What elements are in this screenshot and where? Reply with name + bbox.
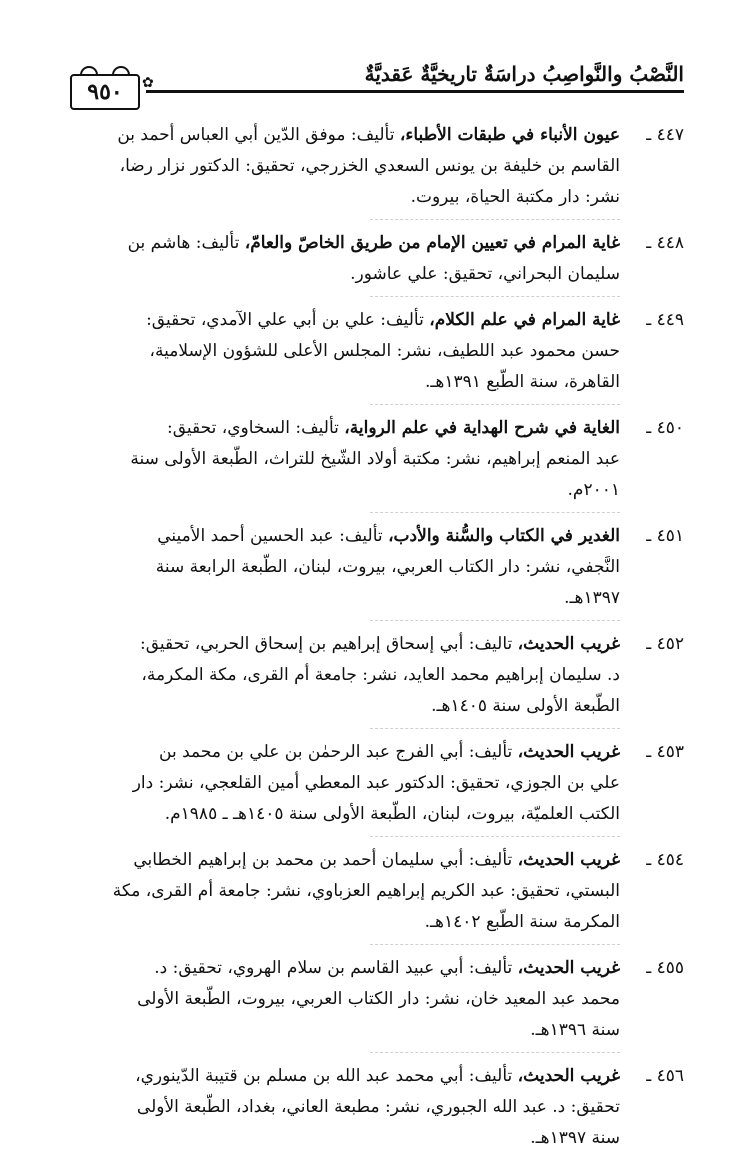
- entry-title: غريب الحديث،: [517, 1066, 620, 1086]
- header-rule: [146, 90, 684, 93]
- entry-number: ٤٥٣ ـ: [646, 742, 684, 762]
- entry-divider: [370, 512, 620, 513]
- entry-divider: [370, 296, 620, 297]
- entry-line: [70, 521, 620, 552]
- entry-line: حسن محمود عبد اللطيف، نشر: المجلس الأعلى للشؤون الإسلامية،: [149, 341, 620, 361]
- bibliography-list: [70, 120, 684, 1154]
- entry-line: [70, 629, 620, 660]
- entry-line: سليمان البحراني، تحقيق: علي عاشور.: [350, 264, 620, 284]
- entry-line: ١٣٩٧هـ.: [564, 588, 620, 608]
- entry-text: تأليف: هاشم بن: [127, 233, 240, 253]
- entry-line: القاهرة، سنة الطّبع ١٣٩١هـ.: [424, 372, 620, 392]
- entry-number: ٤٥١ ـ: [646, 526, 684, 546]
- bibliography-entry-456: [70, 1061, 684, 1154]
- bibliography-entry-452: [70, 629, 684, 722]
- entry-line: المكرمة سنة الطّبع ١٤٠٢هـ.: [424, 912, 620, 932]
- entry-text: تأليف: أبي محمد عبد الله بن مسلم بن قتيبة الدّينوري،: [135, 1066, 513, 1086]
- entry-line: [70, 845, 620, 876]
- entry-line: الطّبعة الأولى سنة ١٤٠٥هـ.: [431, 696, 620, 716]
- entry-number: ٤٥٠ ـ: [646, 418, 684, 438]
- entry-line: [70, 413, 620, 444]
- entry-number: ٤٥٤ ـ: [646, 850, 684, 870]
- entry-text: تأليف: أبي سليمان أحمد بن محمد بن إبراهيم الخطابي: [133, 850, 513, 870]
- running-title: النَّصْبُ والنَّواصِبُ دراسَةٌ تاريخيَّةٌ عَقديَّةٌ: [364, 62, 684, 86]
- entry-line: [70, 737, 620, 768]
- entry-title: غريب الحديث،: [517, 958, 620, 978]
- entry-text: تأليف: عبد الحسين أحمد الأميني: [157, 526, 383, 546]
- entry-text: تأليف: أبي الفرج عبد الرحمٰن بن علي بن محمد بن: [159, 742, 513, 762]
- page-number: ٩٥٠: [87, 79, 123, 105]
- entry-divider: [370, 219, 620, 220]
- entry-title: الغاية في شرح الهداية في علم الرواية،: [344, 418, 620, 438]
- entry-title: غريب الحديث،: [517, 742, 620, 762]
- bibliography-entry-451: [70, 521, 684, 614]
- entry-title: غاية المرام في تعيين الإمام من طريق الخاصّ والعامّ،: [244, 233, 620, 253]
- entry-title: عيون الأنباء في طبقات الأطباء،: [399, 125, 620, 145]
- bibliography-entry-449: [70, 305, 684, 398]
- bibliography-entry-450: [70, 413, 684, 506]
- entry-line: نشر: دار مكتبة الحياة، بيروت.: [410, 187, 620, 207]
- entry-line: سنة ١٣٩٧هـ.: [530, 1128, 620, 1148]
- entry-text: تأليف: موفق الدّين أبي العباس أحمد بن: [117, 125, 395, 145]
- entry-title: غاية المرام في علم الكلام،: [429, 310, 620, 330]
- entry-text: تاليف: أبي إسحاق إبراهيم بن إسحاق الحربي، تحقيق:: [140, 634, 513, 654]
- entry-text: تأليف: علي بن أبي علي الآمدي، تحقيق:: [146, 310, 424, 330]
- entry-title: الغدير في الكتاب والسُّنة والأدب،: [388, 526, 620, 546]
- entry-line: د. سليمان إبراهيم محمد العايد، نشر: جامعة أم القرى، مكة المكرمة،: [141, 665, 620, 685]
- entry-text: تأليف: السخاوي، تحقيق:: [166, 418, 339, 438]
- entry-divider: [370, 728, 620, 729]
- bibliography-entry-447: [70, 120, 684, 213]
- entry-line: علي بن الجوزي، تحقيق: الدكتور عبد المعطي أمين القلعجي، نشر: دار: [132, 773, 620, 793]
- entry-text: تأليف: أبي عبيد القاسم بن سلام الهروي، تحقيق: د.: [154, 958, 513, 978]
- entry-line: البستي، تحقيق: عبد الكريم إبراهيم العزباوي، نشر: جامعة أم القرى، مكة: [112, 881, 620, 901]
- entry-line: النَّجفي، نشر: دار الكتاب العربي، بيروت، لبنان، الطّبعة الرابعة سنة: [155, 557, 620, 577]
- entry-divider: [370, 404, 620, 405]
- entry-divider: [370, 620, 620, 621]
- entry-number: ٤٥٥ ـ: [646, 958, 684, 978]
- entry-divider: [370, 1052, 620, 1053]
- entry-line: تحقيق: د. عبد الله الجبوري، نشر: مطبعة العاني، بغداد، الطّبعة الأولى: [136, 1097, 620, 1117]
- entry-line: القاسم بن خليفة بن يونس السعدي الخزرجي، تحقيق: الدكتور نزار رضا،: [119, 156, 620, 176]
- entry-line: [70, 305, 620, 336]
- entry-line: محمد عبد المعيد خان، نشر: دار الكتاب العربي، بيروت، الطّبعة الأولى: [137, 989, 620, 1009]
- entry-line: [70, 1061, 620, 1092]
- entry-title: غريب الحديث،: [517, 850, 620, 870]
- flower-ornament-icon: ✿: [142, 75, 154, 91]
- entry-line: [70, 228, 620, 259]
- entry-number: ٤٥٦ ـ: [646, 1066, 684, 1086]
- entry-number: ٤٥٢ ـ: [646, 634, 684, 654]
- entry-number: ٤٤٩ ـ: [646, 310, 684, 330]
- bibliography-entry-455: [70, 953, 684, 1046]
- entry-line: [70, 120, 620, 151]
- entry-divider: [370, 836, 620, 837]
- entry-line: ٢٠٠١م.: [567, 480, 620, 500]
- entry-number: ٤٤٨ ـ: [646, 233, 684, 253]
- entry-line: الكتب العلميّة، بيروت، لبنان، الطّبعة الأولى سنة ١٤٠٥هـ ـ ١٩٨٥م.: [164, 804, 620, 824]
- bibliography-entry-453: [70, 737, 684, 830]
- page-number-box: [70, 74, 140, 110]
- page-header: [70, 54, 684, 116]
- entry-title: غريب الحديث،: [517, 634, 620, 654]
- bibliography-entry-448: [70, 228, 684, 290]
- entry-line: [70, 953, 620, 984]
- entry-divider: [370, 944, 620, 945]
- bibliography-entry-454: [70, 845, 684, 938]
- entry-line: سنة ١٣٩٦هـ.: [530, 1020, 620, 1040]
- entry-number: ٤٤٧ ـ: [646, 125, 684, 145]
- entry-line: عبد المنعم إبراهيم، نشر: مكتبة أولاد الشّيخ للتراث، الطّبعة الأولى سنة: [130, 449, 620, 469]
